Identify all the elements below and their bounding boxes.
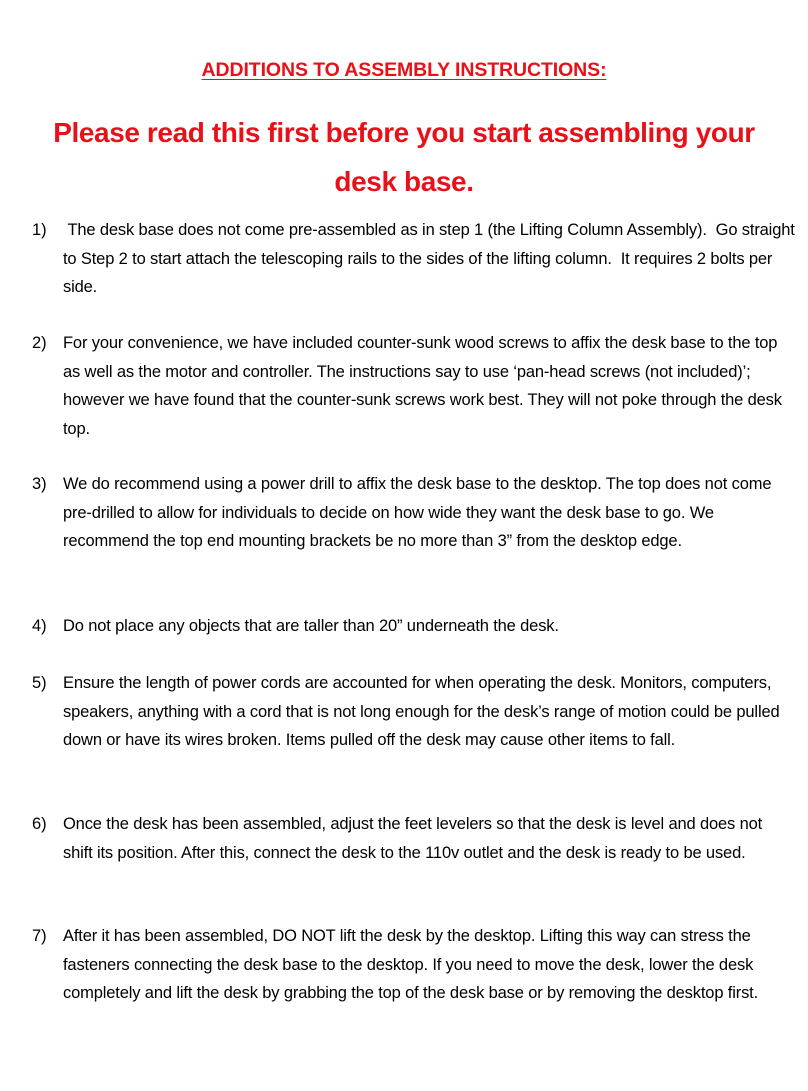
instruction-text: Ensure the length of power cords are accounted for when operating the desk. Monitors, computers, speakers, anything with a cord that is not long enough for the desk’s range of motion could be pulled down or have its wires broken. Items pulled off the desk may cause other items to fall. [63, 674, 780, 749]
instruction-number: 7) [32, 927, 47, 945]
instruction-number: 3) [32, 475, 47, 493]
instruction-text: After it has been assembled, DO NOT lift the desk by the desktop. Lifting this way can stress the fasteners connecting the desk base to the desktop. If you need to move the desk, lower the desk completely and lift the desk by grabbing the top of the desk base or by removing the desktop first. [63, 927, 759, 1002]
instruction-number: 2) [32, 334, 47, 352]
instruction-text: Once the desk has been assembled, adjust the feet levelers so that the desk is level and does not shift its position. After this, connect the desk to the 110v outlet and the desk is ready to be used. [63, 815, 763, 862]
instruction-number: 1) [32, 221, 47, 239]
instruction-text: For your convenience, we have included counter-sunk wood screws to affix the desk base to the top as well as the motor and controller. The instructions say to use ‘pan-head screws (not included)’; however we have found that the counter-sunk screws work best. They will not poke through the desk top. [63, 334, 782, 438]
page-heading: ADDITIONS TO ASSEMBLY INSTRUCTIONS: [201, 59, 607, 81]
instruction-number: 6) [32, 815, 47, 833]
instruction-number: 5) [32, 674, 47, 692]
instruction-text: Do not place any objects that are taller than 20” underneath the desk. [63, 617, 559, 635]
instruction-text: We do recommend using a power drill to affix the desk base to the desktop. The top does not come pre-drilled to allow for individuals to decide on how wide they want the desk base to go. We recommend the top end mounting brackets be no more than 3” from the desktop edge. [63, 475, 772, 550]
instruction-text: The desk base does not come pre-assembled as in step 1 (the Lifting Column Assembly). Go straight to Step 2 to start attach the telescoping rails to the sides of the lifting column. It requires 2 bolts per side. [63, 221, 800, 296]
instruction-number: 4) [32, 617, 47, 635]
page-subtitle: Please read this first before you start assembling your desk base. [53, 117, 755, 197]
